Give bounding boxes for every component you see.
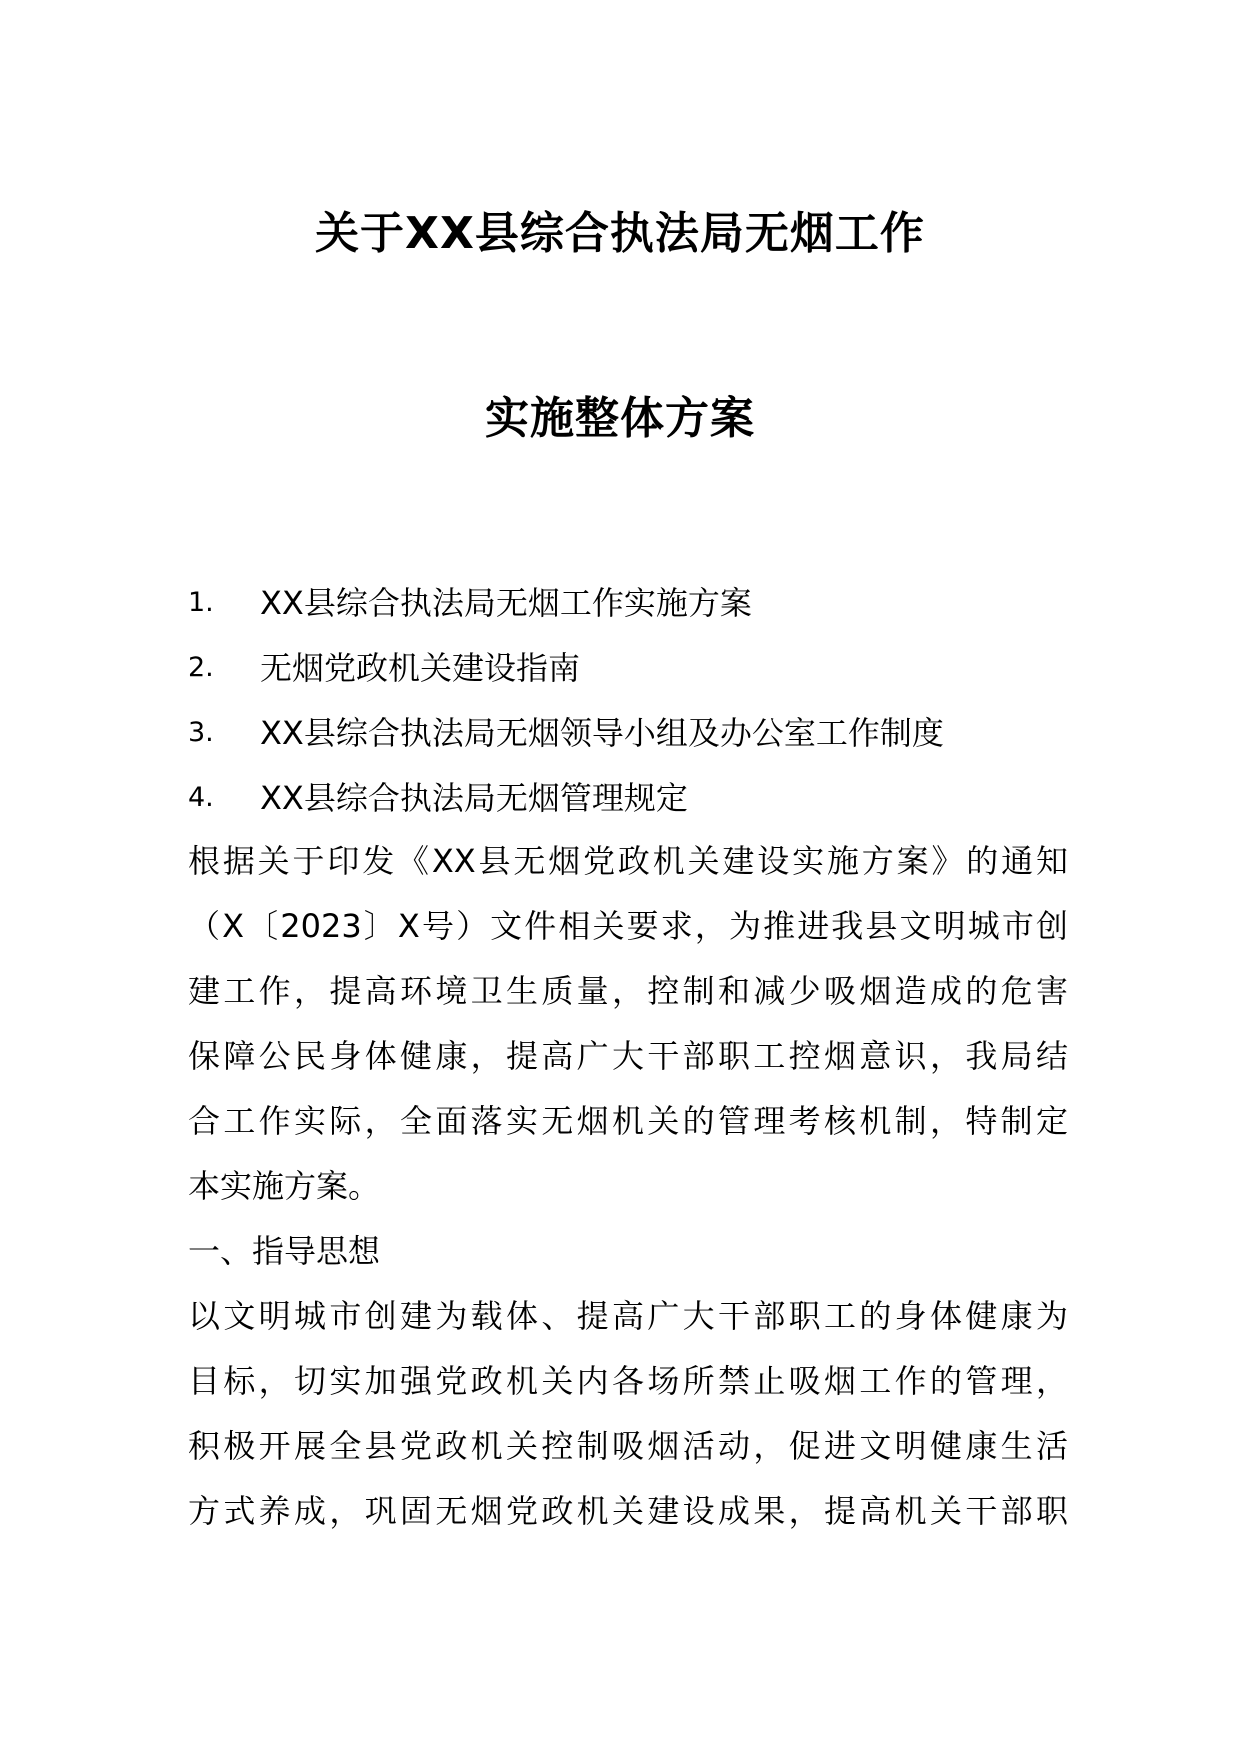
list-item-number: 2.: [188, 652, 214, 683]
list-item-number: 4.: [188, 782, 214, 813]
list-item: [188, 643, 1068, 708]
list-item: [188, 708, 1068, 773]
section-paragraph-line: 目标，切实加强党政机关内各场所禁止吸烟工作的管理，: [188, 1362, 1068, 1400]
intro-paragraph-line: （X〔2023〕X号）文件相关要求，为推进我县文明城市创: [188, 907, 1068, 945]
section-paragraph-line: 积极开展全县党政机关控制吸烟活动，促进文明健康生活: [188, 1427, 1068, 1465]
list-item: [188, 773, 1068, 838]
section-paragraph-line: 方式养成，巩固无烟党政机关建设成果，提高机关干部职: [188, 1492, 1068, 1530]
intro-paragraph-line: 保障公民身体健康，提高广大干部职工控烟意识，我局结: [188, 1037, 1068, 1075]
intro-paragraph-line: 建工作，提高环境卫生质量，控制和减少吸烟造成的危害: [188, 972, 1068, 1010]
attachment-list: [188, 578, 1068, 838]
document-title-line-1: 关于XX县综合执法局无烟工作: [315, 208, 925, 259]
list-item-text: XX县综合执法局无烟领导小组及办公室工作制度: [260, 714, 944, 752]
list-item: [188, 578, 1068, 643]
list-item-number: 3.: [188, 717, 214, 748]
section-paragraph-line: 以文明城市创建为载体、提高广大干部职工的身体健康为: [188, 1297, 1068, 1335]
intro-paragraph-line: 本实施方案。: [188, 1167, 381, 1205]
intro-paragraph-line: 合工作实际，全面落实无烟机关的管理考核机制，特制定: [188, 1102, 1068, 1140]
list-item-number: 1.: [188, 587, 214, 618]
list-item-text: XX县综合执法局无烟工作实施方案: [260, 584, 752, 622]
intro-paragraph-line: 根据关于印发《XX县无烟党政机关建设实施方案》的通知: [188, 842, 1068, 880]
list-item-text: XX县综合执法局无烟管理规定: [260, 779, 688, 817]
document-title-line-2: 实施整体方案: [485, 393, 755, 444]
list-item-text: 无烟党政机关建设指南: [260, 649, 581, 687]
section-heading: 一、指导思想: [188, 1232, 381, 1270]
